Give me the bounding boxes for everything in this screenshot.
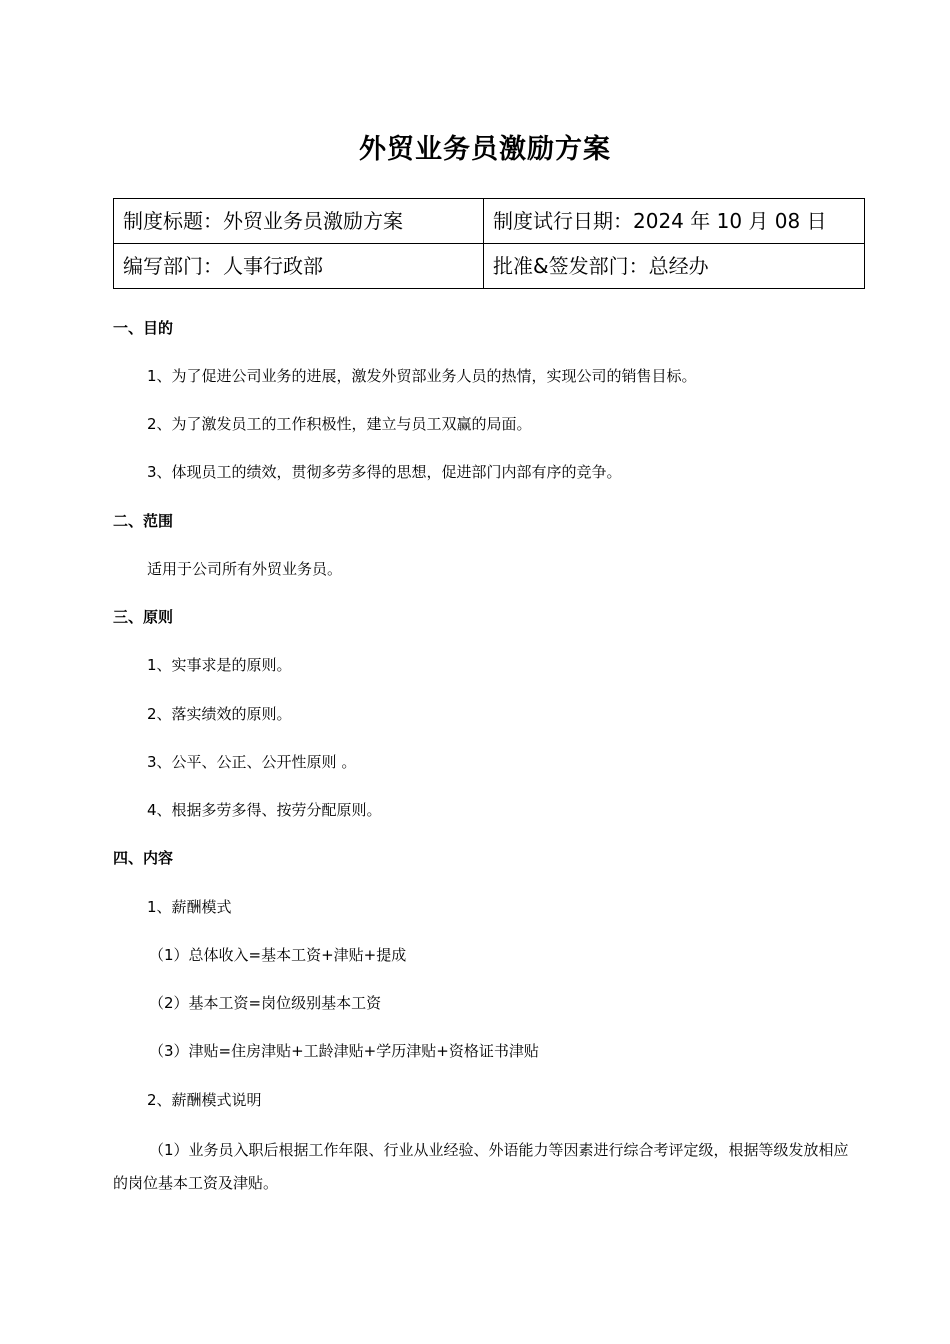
section-heading-principles: 三、原则 [113,608,174,626]
list-item: 2、为了激发员工的工作积极性，建立与员工双赢的局面。 [147,415,532,433]
author-dept-cell: 编写部门：人事行政部 [114,244,484,289]
list-item: 3、公平、公正、公开性原则 。 [147,753,357,771]
list-item: （2）基本工资=岗位级别基本工资 [149,994,382,1012]
subsection-label: 2、薪酬模式说明 [147,1091,262,1109]
list-item: 1、为了促进公司业务的进展，激发外贸部业务人员的热情，实现公司的销售目标。 [147,367,697,385]
section-heading-scope: 二、范围 [113,512,174,530]
paragraph: （1）业务员入职后根据工作年限、行业从业经验、外语能力等因素进行综合考评定级，根据等级发放相应的岗位基本工资及津贴。 [113,1141,849,1192]
list-item: 1、实事求是的原则。 [147,656,292,674]
subsection-label: 1、薪酬模式 [147,898,232,916]
approval-dept-cell: 批准&签发部门：总经办 [484,244,865,289]
info-row [114,199,865,244]
list-item: 2、落实绩效的原则。 [147,705,292,723]
list-item: 4、根据多劳多得、按劳分配原则。 [147,801,382,819]
info-row [114,244,865,289]
list-item: 3、体现员工的绩效，贯彻多劳多得的思想，促进部门内部有序的竞争。 [147,463,622,481]
info-table [113,198,865,289]
list-item: （1）总体收入=基本工资+津贴+提成 [149,946,407,964]
list-item: （3）津贴=住房津贴+工龄津贴+学历津贴+资格证书津贴 [149,1042,539,1060]
policy-title-cell: 制度标题：外贸业务员激励方案 [114,199,484,244]
trial-date-cell: 制度试行日期：2024 年 10 月 08 日 [484,199,865,244]
list-item: 适用于公司所有外贸业务员。 [147,560,343,578]
section-heading-purpose: 一、目的 [113,319,174,337]
document-title: 外贸业务员激励方案 [359,134,611,165]
section-heading-content: 四、内容 [113,849,174,867]
